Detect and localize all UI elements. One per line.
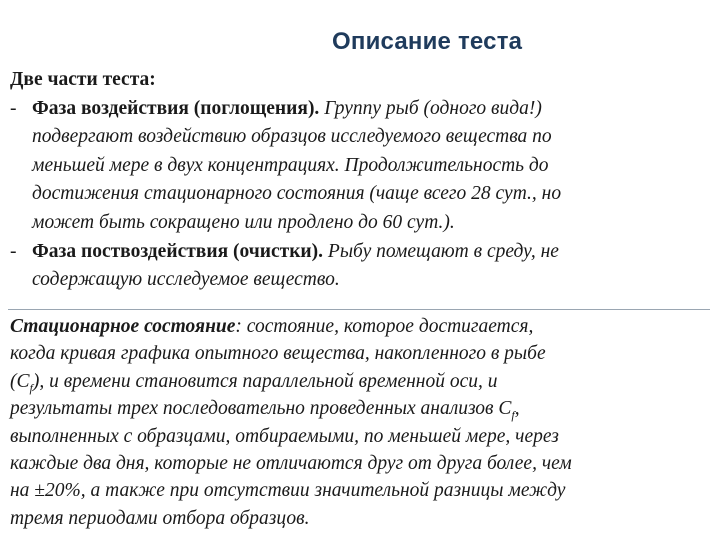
- definition-term: Стационарное состояние: [10, 316, 236, 337]
- phase-depuration-item: [10, 238, 710, 295]
- steady-state-definition: [10, 313, 715, 532]
- bullet-dash: -: [10, 240, 17, 262]
- intro-heading: Две части теста:: [10, 69, 156, 90]
- phase-exposure-text-4: достижения стационарного состояния (чаще всего 28 сут., но: [32, 183, 562, 205]
- definition-text-4a: результаты трех последовательно проведенных анализов C: [10, 398, 512, 420]
- test-description: [10, 66, 710, 295]
- phase-exposure-item: [10, 95, 710, 238]
- subscript-f: f: [511, 408, 515, 423]
- definition-text-1: : состояние, которое достигается,: [235, 316, 534, 337]
- definition-text-7: на ±20%, а также при отсутствии значительной разницы между: [10, 480, 566, 502]
- slide-title: Описание теста: [332, 28, 523, 55]
- phase-depuration-text-1: Рыбу помещают в среду, не: [327, 240, 559, 262]
- phase-exposure-text-3: меньшей мере в двух концентрациях. Продолжительность до: [32, 154, 549, 176]
- bullet-dash: -: [10, 97, 17, 119]
- section-divider: [8, 309, 710, 310]
- definition-text-2: когда кривая графика опытного вещества, накопленного в рыбе: [10, 343, 546, 365]
- subscript-f: f: [29, 380, 33, 395]
- phase-exposure-text-1: Группу рыб (одного вида!): [324, 97, 542, 119]
- phase-depuration-text-2: содержащую исследуемое вещество.: [32, 269, 340, 291]
- phase-exposure-text-2: подвергают воздействию образцов исследуемого вещества по: [32, 126, 552, 148]
- phase-exposure-heading: Фаза воздействия (поглощения).: [32, 97, 320, 119]
- definition-text-4b: ,: [514, 398, 520, 420]
- definition-text-5: выполненных с образцами, отбираемыми, по меньшей мере, через: [10, 425, 559, 447]
- definition-text-3a: (C: [10, 370, 30, 392]
- definition-text-8: тремя периодами отбора образцов.: [10, 507, 310, 529]
- definition-text-3b: ), и времени становится параллельной временной оси, и: [32, 370, 498, 392]
- phase-depuration-heading: Фаза поствоздействия (очистки).: [32, 240, 324, 262]
- phase-exposure-text-5: может быть сокращено или продлено до 60 сут.).: [32, 211, 455, 233]
- definition-text-6: каждые два дня, которые не отличаются друг от друга более, чем: [10, 453, 572, 475]
